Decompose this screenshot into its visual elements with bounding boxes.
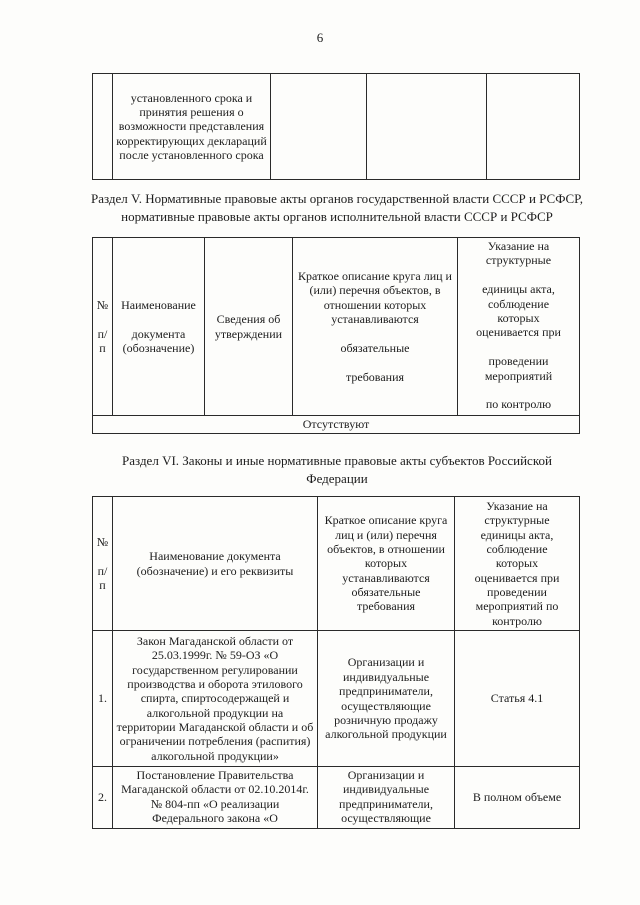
- header-num: № п/п: [93, 497, 113, 631]
- table-cell: [271, 74, 367, 180]
- row-description: Организации и индивидуальные предприниматели, осуществляющие розничную продажу алкогольной продукции: [318, 631, 455, 767]
- header-units: Указание на структурные единицы акта, соблюдение которых оценивается при проведении мероприятий по контролю: [458, 238, 580, 416]
- table-cell: [367, 74, 487, 180]
- continuation-table: [92, 73, 580, 180]
- table-row: [93, 767, 580, 829]
- table-cell: [93, 74, 113, 180]
- row-name: Закон Магаданской области от 25.03.1999г. № 59-ОЗ «О государственном регулировании производства и оборота этилового спирта, спиртосодержащей и алкогольной продукции на территории Магаданской области и об ограничении потребления (распития) алкогольной продукции»: [113, 631, 318, 767]
- header-name: Наименование документа (обозначение) и его реквизиты: [113, 497, 318, 631]
- header-name: Наименование документа (обозначение): [113, 238, 205, 416]
- row-units: В полном объеме: [455, 767, 580, 829]
- header-description: Краткое описание круга лиц и (или) перечня объектов, в отношении которых устанавливаются обязательные требования: [293, 238, 458, 416]
- header-units: Указание на структурные единицы акта, соблюдение которых оценивается при проведении мероприятий по контролю: [455, 497, 580, 631]
- row-units: Статья 4.1: [455, 631, 580, 767]
- table-header-row: [93, 497, 580, 631]
- table-row: [93, 416, 580, 434]
- header-num: № п/п: [93, 238, 113, 416]
- table-header-row: [93, 238, 580, 416]
- section-5-heading: Раздел V. Нормативные правовые акты органов государственной власти СССР и РСФСР, нормативные правовые акты органов исполнительной власти СССР и РСФСР: [90, 191, 584, 224]
- table-cell: [487, 74, 580, 180]
- header-description: Краткое описание круга лиц и (или) перечня объектов, в отношении которых устанавливаются обязательные требования: [318, 497, 455, 631]
- absent-cell: Отсутствуют: [93, 416, 580, 434]
- table-row: [93, 631, 580, 767]
- row-name: Постановление Правительства Магаданской области от 02.10.2014г. № 804-пп «О реализации Федерального закона «О: [113, 767, 318, 829]
- row-description: Организации и индивидуальные предприниматели, осуществляющие: [318, 767, 455, 829]
- table-cell: установленного срока и принятия решения о возможности представления корректирующих деклараций после установленного срока: [113, 74, 271, 180]
- section-6-heading: Раздел VI. Законы и иные нормативные правовые акты субъектов Российской Федерации: [122, 453, 552, 486]
- table-row: [93, 74, 580, 180]
- row-num: 1.: [93, 631, 113, 767]
- row-num: 2.: [93, 767, 113, 829]
- section-6-table: [92, 496, 580, 829]
- section-5-table: [92, 237, 580, 434]
- page-number: 6: [316, 30, 324, 45]
- header-approval: Сведения об утверждении: [205, 238, 293, 416]
